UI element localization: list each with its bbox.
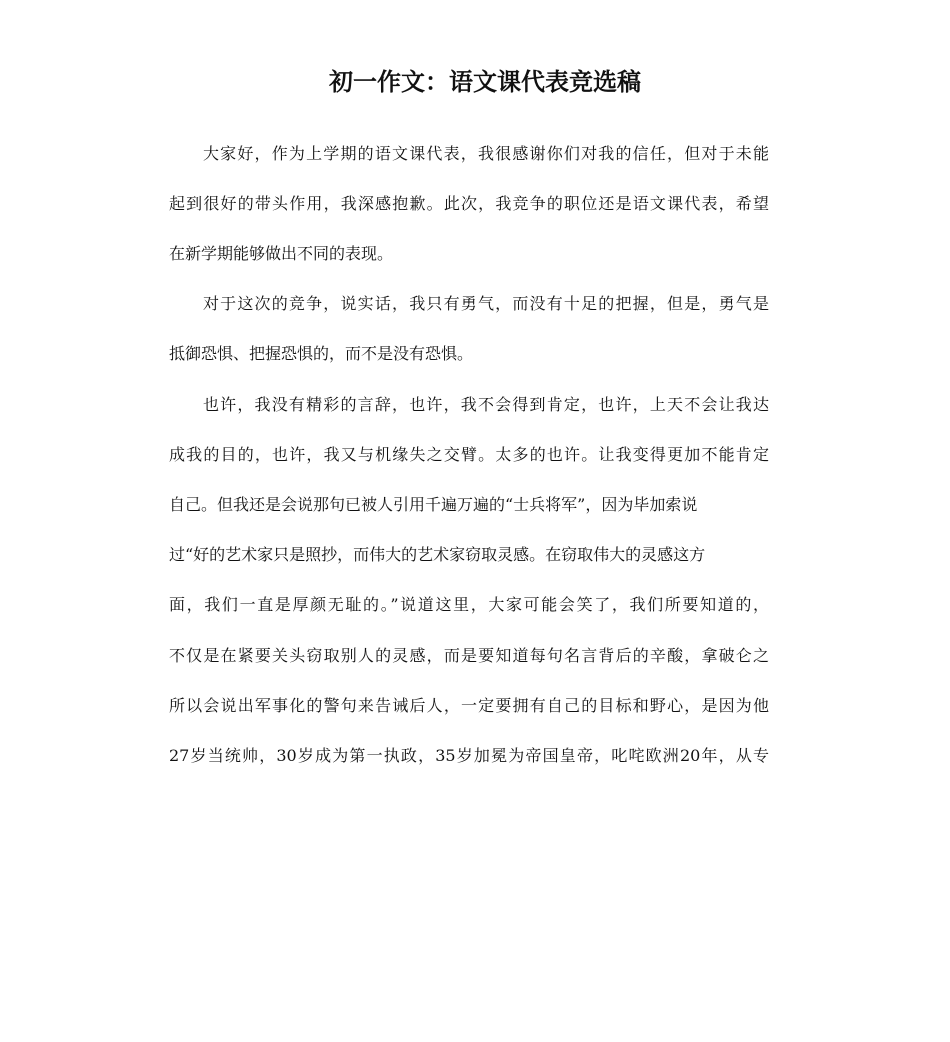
paragraph-3-line-4: 过“好的艺术家只是照抄，而伟大的艺术家窃取灵感。在窃取伟大的灵感这方 <box>169 545 706 564</box>
paragraph-1-line-2: 起到很好的带头作用，我深感抱歉。此次，我竞争的职位还是语文课代表，希望 <box>169 194 769 213</box>
paragraph-1-line-1: 大家好，作为上学期的语文课代表，我很感谢你们对我的信任，但对于未能 <box>203 144 769 163</box>
paragraph-2-line-1: 对于这次的竞争，说实话，我只有勇气，而没有十足的把握，但是，勇气是 <box>203 294 769 313</box>
paragraph-1-line-3: 在新学期能够做出不同的表现。 <box>169 244 394 263</box>
paragraph-3-line-8: 27岁当统帅，30岁成为第一执政，35岁加冕为帝国皇帝，叱咤欧洲20年，从专 <box>169 746 769 765</box>
document-title: 初一作文：语文课代表竞选稿 <box>329 68 641 96</box>
paragraph-3-line-1: 也许，我没有精彩的言辞，也许，我不会得到肯定，也许，上天不会让我达 <box>203 395 769 414</box>
paragraph-3-line-6: 不仅是在紧要关头窃取别人的灵感，而是要知道每句名言背后的辛酸，拿破仑之 <box>169 646 769 665</box>
paragraph-3-line-2: 成我的目的，也许，我又与机缘失之交臂。太多的也许。让我变得更加不能肯定 <box>169 445 769 464</box>
paragraph-3-line-5: 面，我们一直是厚颜无耻的。”说道这里，大家可能会笑了，我们所要知道的， <box>169 595 769 614</box>
paragraph-2-line-2: 抵御恐惧、把握恐惧的，而不是没有恐惧。 <box>169 344 474 363</box>
paragraph-3-line-7: 所以会说出军事化的警句来告诫后人，一定要拥有自己的目标和野心，是因为他 <box>169 696 769 715</box>
paragraph-3-line-3: 自己。但我还是会说那句已被人引用千遍万遍的“士兵将军”，因为毕加索说 <box>169 495 698 514</box>
